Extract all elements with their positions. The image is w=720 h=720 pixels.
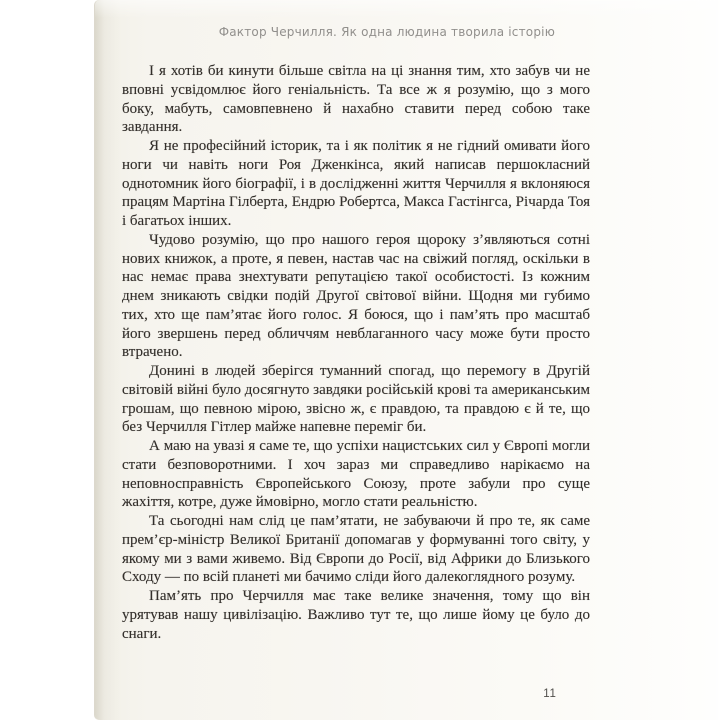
paragraph: Пам’ять про Черчилля має таке велике значення, тому що він урятував нашу цивілізацію. Важливо тут те, що лише йому це було до снаги.: [122, 588, 590, 642]
page-number: 11: [543, 688, 557, 700]
running-header: Фактор Черчилля. Як одна людина творила історію: [218, 25, 555, 39]
page-edge: [95, 0, 121, 720]
paragraph: А маю на увазі я саме те, що успіхи нацистських сил у Європі могли стати безповоротними. І хоч зараз ми справедливо нарікаємо на неповносправність Європейського Союзу, проте забули про суще жахіття, котре, дуже ймовірно, могло стати реальністю.: [122, 438, 590, 511]
paragraph: Донині в людей зберігся туманний спогад, що перемогу в Другій світовій війні було досягнуто завдяки російській крові та американським грошам, що певною мірою, звісно ж, є правдою, та правдою є й те, що без Черчилля Гітлер майже напевне переміг би.: [122, 363, 590, 436]
paragraph: Та сьогодні нам слід це пам’ятати, не забуваючи й про те, як саме прем’єр-міністр Великої Британії допомагав у формуванні того світу, у якому ми з вами живемо. Від Європи до Росії, від Африки до Близького Сходу — по всій планеті ми бачимо сліди його далекоглядного розуму.: [122, 513, 590, 586]
paragraph: Я не професійний історик, та і як політик я не гідний омивати його ноги чи навіть ноги Роя Дженкінса, який написав першокласний однотомник його біографії, і в дослідженні життя Черчилля я вклоняюся працям Мартіна Гілберта, Ендрю Робертса, Макса Гастінгса, Річарда Тоя і багатьох інших.: [122, 138, 590, 229]
page-body: [122, 62, 590, 643]
paragraph: І я хотів би кинути більше світла на ці знання тим, хто забув чи не вповні усвідомлює його геніальність. Та все ж я розумію, що з мого боку, мабуть, самовпевнено й нахабно ставити перед собою таке завдання.: [122, 63, 590, 136]
paragraph: Чудово розумію, що про нашого героя щороку з’являються сотні нових книжок, а проте, я певен, настав час на свіжий погляд, оскільки в нас немає права знехтувати репутацією такої особистості. Із кожним днем зникають свідки подій Другої світової війни. Щодня ми губимо тих, хто ще пам’ятає його голос. Я боюся, що і пам’ять про масштаб його звершень перед обличчям невблаганного часу може бути просто втрачено.: [122, 231, 590, 361]
